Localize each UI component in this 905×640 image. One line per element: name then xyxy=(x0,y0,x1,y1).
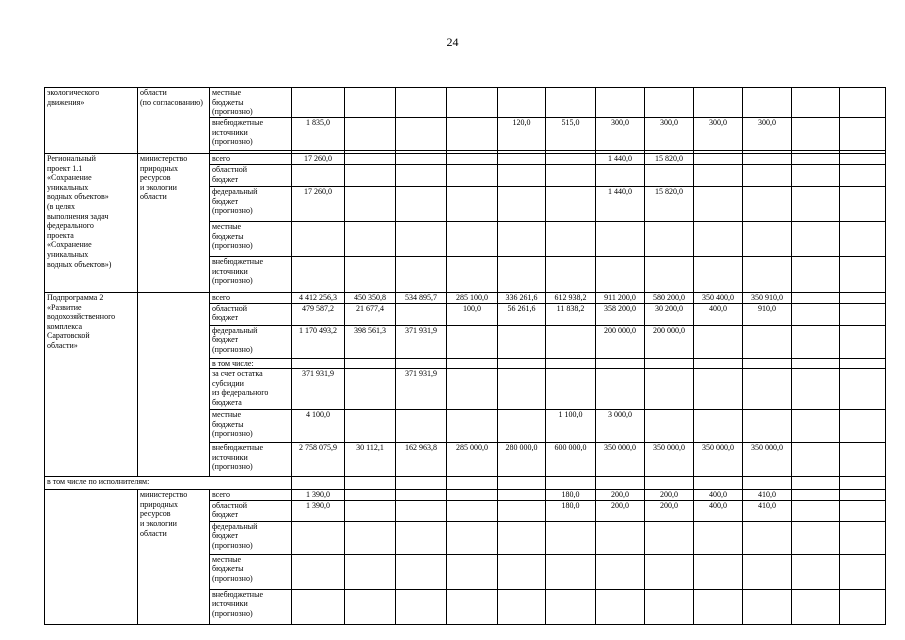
value-cell: 371 931,9 xyxy=(396,369,447,410)
value-cell xyxy=(345,500,396,521)
value-cell xyxy=(396,222,447,257)
value-cell xyxy=(743,187,792,222)
label-cell: областной бюджет xyxy=(210,165,292,187)
value-cell xyxy=(292,222,345,257)
value-cell xyxy=(596,554,645,589)
value-cell xyxy=(743,325,792,358)
label-cell: внебюджетные источники (прогнозно) xyxy=(210,118,292,151)
value-cell: 300,0 xyxy=(645,118,694,151)
value-cell xyxy=(840,303,886,325)
value-cell: 400,0 xyxy=(694,303,743,325)
label-cell: федеральный бюджет (прогнозно) xyxy=(210,325,292,358)
value-cell xyxy=(447,257,498,293)
page-number: 24 xyxy=(446,35,459,49)
value-cell xyxy=(498,369,546,410)
value-cell xyxy=(345,410,396,443)
value-cell xyxy=(447,222,498,257)
value-cell xyxy=(840,358,886,369)
value-cell xyxy=(645,369,694,410)
label-cell: местные бюджеты (прогнозно) xyxy=(210,554,292,589)
value-cell: 600 000,0 xyxy=(546,443,596,477)
value-cell: 200,0 xyxy=(645,500,694,521)
value-cell xyxy=(840,521,886,554)
value-cell: 350 910,0 xyxy=(743,293,792,304)
value-cell xyxy=(447,88,498,118)
table-body xyxy=(45,88,886,625)
value-cell xyxy=(345,554,396,589)
value-cell xyxy=(447,490,498,501)
value-cell xyxy=(596,369,645,410)
value-cell: 30 112,1 xyxy=(345,443,396,477)
label-cell: федеральный бюджет (прогнозно) xyxy=(210,187,292,222)
value-cell xyxy=(396,358,447,369)
value-cell xyxy=(345,165,396,187)
value-cell xyxy=(792,443,840,477)
label-cell: за счет остатка субсидии из федерального бюджета xyxy=(210,369,292,410)
value-cell xyxy=(596,521,645,554)
value-cell xyxy=(694,589,743,624)
value-cell xyxy=(396,88,447,118)
value-cell xyxy=(447,477,498,490)
value-cell xyxy=(546,187,596,222)
value-cell xyxy=(645,521,694,554)
value-cell xyxy=(792,490,840,501)
value-cell: 515,0 xyxy=(546,118,596,151)
value-cell xyxy=(840,222,886,257)
value-cell: 200,0 xyxy=(596,500,645,521)
budget-table xyxy=(44,87,886,625)
value-cell: 534 895,7 xyxy=(396,293,447,304)
label-cell: министерство природных ресурсов и экологии области xyxy=(138,154,210,293)
value-cell xyxy=(396,187,447,222)
value-cell xyxy=(396,490,447,501)
value-cell xyxy=(743,521,792,554)
value-cell xyxy=(498,325,546,358)
value-cell xyxy=(840,369,886,410)
value-cell xyxy=(596,257,645,293)
value-cell: 4 412 256,3 xyxy=(292,293,345,304)
value-cell xyxy=(345,88,396,118)
value-cell xyxy=(447,589,498,624)
value-cell xyxy=(447,187,498,222)
value-cell xyxy=(743,369,792,410)
value-cell xyxy=(694,222,743,257)
value-cell xyxy=(498,165,546,187)
label-cell: местные бюджеты (прогнозно) xyxy=(210,88,292,118)
label-cell xyxy=(45,490,138,625)
value-cell: 21 677,4 xyxy=(345,303,396,325)
value-cell xyxy=(396,257,447,293)
value-cell xyxy=(292,257,345,293)
value-cell xyxy=(546,477,596,490)
value-cell xyxy=(792,477,840,490)
value-cell xyxy=(840,325,886,358)
value-cell xyxy=(546,222,596,257)
value-cell xyxy=(792,303,840,325)
value-cell: 285 000,0 xyxy=(447,443,498,477)
value-cell: 180,0 xyxy=(546,490,596,501)
value-cell xyxy=(694,554,743,589)
value-cell: 30 200,0 xyxy=(645,303,694,325)
value-cell: 350 400,0 xyxy=(694,293,743,304)
value-cell xyxy=(498,521,546,554)
value-cell xyxy=(792,154,840,165)
label-cell: местные бюджеты (прогнозно) xyxy=(210,410,292,443)
value-cell: 450 350,8 xyxy=(345,293,396,304)
label-cell: внебюджетные источники (прогнозно) xyxy=(210,589,292,624)
value-cell: 580 200,0 xyxy=(645,293,694,304)
value-cell xyxy=(840,187,886,222)
value-cell xyxy=(840,118,886,151)
value-cell xyxy=(292,358,345,369)
value-cell xyxy=(840,257,886,293)
value-cell xyxy=(345,589,396,624)
value-cell: 56 261,6 xyxy=(498,303,546,325)
value-cell xyxy=(792,118,840,151)
value-cell xyxy=(345,118,396,151)
value-cell xyxy=(694,165,743,187)
value-cell xyxy=(792,165,840,187)
value-cell xyxy=(396,165,447,187)
label-cell: всего xyxy=(210,154,292,165)
label-cell: всего xyxy=(210,293,292,304)
value-cell xyxy=(645,477,694,490)
value-cell xyxy=(396,589,447,624)
value-cell xyxy=(498,154,546,165)
value-cell xyxy=(292,554,345,589)
value-cell xyxy=(546,325,596,358)
value-cell xyxy=(840,165,886,187)
value-cell xyxy=(447,521,498,554)
value-cell: 4 100,0 xyxy=(292,410,345,443)
label-cell: в том числе по исполнителям: xyxy=(45,477,292,490)
value-cell xyxy=(840,88,886,118)
value-cell xyxy=(743,222,792,257)
value-cell xyxy=(596,358,645,369)
value-cell xyxy=(743,554,792,589)
value-cell xyxy=(694,325,743,358)
label-cell: федеральный бюджет (прогнозно) xyxy=(210,521,292,554)
value-cell xyxy=(792,554,840,589)
value-cell xyxy=(447,500,498,521)
value-cell: 300,0 xyxy=(743,118,792,151)
label-cell xyxy=(138,293,210,477)
value-cell: 910,0 xyxy=(743,303,792,325)
value-cell: 410,0 xyxy=(743,490,792,501)
value-cell xyxy=(292,477,345,490)
value-cell: 300,0 xyxy=(596,118,645,151)
table-row xyxy=(45,477,886,490)
value-cell xyxy=(596,222,645,257)
value-cell xyxy=(345,490,396,501)
label-cell: Региональный проект 1.1 «Сохранение уникальных водных объектов» (в целях выполнения задач федерального проекта «Сохранение уникальных водных объектов») xyxy=(45,154,138,293)
value-cell xyxy=(645,88,694,118)
value-cell xyxy=(498,490,546,501)
value-cell xyxy=(292,165,345,187)
value-cell xyxy=(694,369,743,410)
value-cell: 1 170 493,2 xyxy=(292,325,345,358)
value-cell xyxy=(694,187,743,222)
value-cell xyxy=(840,589,886,624)
value-cell xyxy=(345,154,396,165)
value-cell xyxy=(498,477,546,490)
value-cell xyxy=(345,222,396,257)
value-cell xyxy=(345,521,396,554)
value-cell: 350 000,0 xyxy=(694,443,743,477)
value-cell: 285 100,0 xyxy=(447,293,498,304)
value-cell xyxy=(694,358,743,369)
value-cell: 371 931,9 xyxy=(396,325,447,358)
value-cell xyxy=(546,154,596,165)
table-row xyxy=(45,88,886,118)
value-cell: 1 440,0 xyxy=(596,187,645,222)
value-cell xyxy=(694,88,743,118)
label-cell: в том числе: xyxy=(210,358,292,369)
table-row xyxy=(45,154,886,165)
table-row xyxy=(45,490,886,501)
value-cell xyxy=(792,369,840,410)
value-cell: 200,0 xyxy=(645,490,694,501)
value-cell: 15 820,0 xyxy=(645,154,694,165)
value-cell: 336 261,6 xyxy=(498,293,546,304)
value-cell xyxy=(792,88,840,118)
value-cell xyxy=(840,443,886,477)
value-cell: 398 561,3 xyxy=(345,325,396,358)
value-cell: 120,0 xyxy=(498,118,546,151)
value-cell xyxy=(447,165,498,187)
value-cell xyxy=(447,358,498,369)
value-cell: 15 820,0 xyxy=(645,187,694,222)
value-cell xyxy=(596,589,645,624)
value-cell xyxy=(345,187,396,222)
value-cell: 2 758 075,9 xyxy=(292,443,345,477)
value-cell xyxy=(447,554,498,589)
value-cell xyxy=(396,477,447,490)
value-cell xyxy=(498,257,546,293)
value-cell xyxy=(792,410,840,443)
value-cell xyxy=(345,477,396,490)
value-cell xyxy=(447,410,498,443)
value-cell xyxy=(345,257,396,293)
value-cell xyxy=(498,222,546,257)
value-cell xyxy=(792,257,840,293)
value-cell xyxy=(345,358,396,369)
value-cell xyxy=(596,477,645,490)
value-cell xyxy=(396,410,447,443)
value-cell: 400,0 xyxy=(694,500,743,521)
value-cell xyxy=(792,589,840,624)
value-cell: 17 260,0 xyxy=(292,187,345,222)
value-cell xyxy=(596,165,645,187)
value-cell xyxy=(396,154,447,165)
value-cell xyxy=(840,500,886,521)
value-cell xyxy=(645,589,694,624)
value-cell xyxy=(743,154,792,165)
value-cell: 1 835,0 xyxy=(292,118,345,151)
value-cell xyxy=(546,589,596,624)
value-cell xyxy=(694,477,743,490)
label-cell: экологического движения» xyxy=(45,88,138,154)
value-cell: 350 000,0 xyxy=(645,443,694,477)
value-cell xyxy=(694,257,743,293)
value-cell xyxy=(792,521,840,554)
value-cell: 1 390,0 xyxy=(292,500,345,521)
value-cell xyxy=(645,554,694,589)
label-cell: внебюджетные источники (прогнозно) xyxy=(210,257,292,293)
value-cell xyxy=(498,589,546,624)
value-cell xyxy=(396,303,447,325)
value-cell: 1 100,0 xyxy=(546,410,596,443)
value-cell xyxy=(498,410,546,443)
label-cell: областной бюджет xyxy=(210,303,292,325)
value-cell: 1 440,0 xyxy=(596,154,645,165)
value-cell xyxy=(743,589,792,624)
value-cell xyxy=(792,358,840,369)
value-cell xyxy=(292,589,345,624)
value-cell xyxy=(694,521,743,554)
label-cell: областной бюджет xyxy=(210,500,292,521)
value-cell: 612 938,2 xyxy=(546,293,596,304)
value-cell: 300,0 xyxy=(694,118,743,151)
value-cell xyxy=(840,154,886,165)
value-cell xyxy=(792,500,840,521)
value-cell: 479 587,2 xyxy=(292,303,345,325)
value-cell: 371 931,9 xyxy=(292,369,345,410)
value-cell xyxy=(840,410,886,443)
value-cell xyxy=(840,554,886,589)
value-cell xyxy=(292,88,345,118)
value-cell xyxy=(546,88,596,118)
value-cell xyxy=(645,257,694,293)
value-cell xyxy=(546,521,596,554)
value-cell xyxy=(447,118,498,151)
value-cell xyxy=(498,500,546,521)
label-cell: области (по согласованию) xyxy=(138,88,210,154)
value-cell: 200 000,0 xyxy=(645,325,694,358)
value-cell xyxy=(645,410,694,443)
value-cell xyxy=(792,293,840,304)
value-cell: 911 200,0 xyxy=(596,293,645,304)
value-cell: 162 963,8 xyxy=(396,443,447,477)
value-cell xyxy=(743,477,792,490)
value-cell xyxy=(645,222,694,257)
value-cell xyxy=(447,154,498,165)
value-cell xyxy=(498,554,546,589)
label-cell: всего xyxy=(210,490,292,501)
value-cell xyxy=(694,410,743,443)
table-row xyxy=(45,293,886,304)
value-cell xyxy=(345,369,396,410)
value-cell xyxy=(546,257,596,293)
value-cell xyxy=(840,477,886,490)
value-cell: 17 260,0 xyxy=(292,154,345,165)
value-cell xyxy=(546,369,596,410)
label-cell: местные бюджеты (прогнозно) xyxy=(210,222,292,257)
value-cell xyxy=(792,187,840,222)
value-cell xyxy=(546,554,596,589)
value-cell xyxy=(396,521,447,554)
value-cell xyxy=(792,222,840,257)
value-cell: 200,0 xyxy=(596,490,645,501)
value-cell xyxy=(743,257,792,293)
value-cell xyxy=(645,165,694,187)
value-cell: 11 838,2 xyxy=(546,303,596,325)
value-cell xyxy=(743,88,792,118)
value-cell: 410,0 xyxy=(743,500,792,521)
label-cell: Подпрограмма 2 «Развитие водохозяйственного комплекса Саратовской области» xyxy=(45,293,138,477)
value-cell xyxy=(546,165,596,187)
value-cell xyxy=(292,521,345,554)
value-cell xyxy=(498,358,546,369)
value-cell: 350 000,0 xyxy=(596,443,645,477)
value-cell xyxy=(546,358,596,369)
value-cell xyxy=(743,165,792,187)
value-cell xyxy=(396,118,447,151)
value-cell: 180,0 xyxy=(546,500,596,521)
value-cell xyxy=(743,410,792,443)
value-cell xyxy=(596,88,645,118)
value-cell xyxy=(396,500,447,521)
value-cell xyxy=(792,325,840,358)
value-cell xyxy=(447,325,498,358)
value-cell: 3 000,0 xyxy=(596,410,645,443)
value-cell: 350 000,0 xyxy=(743,443,792,477)
value-cell xyxy=(694,154,743,165)
value-cell xyxy=(447,369,498,410)
value-cell xyxy=(840,293,886,304)
value-cell xyxy=(396,554,447,589)
value-cell xyxy=(498,88,546,118)
value-cell: 280 000,0 xyxy=(498,443,546,477)
value-cell: 200 000,0 xyxy=(596,325,645,358)
value-cell: 400,0 xyxy=(694,490,743,501)
value-cell: 1 390,0 xyxy=(292,490,345,501)
value-cell: 100,0 xyxy=(447,303,498,325)
value-cell xyxy=(743,358,792,369)
label-cell: внебюджетные источники (прогнозно) xyxy=(210,443,292,477)
label-cell: министерство природных ресурсов и экологии области xyxy=(138,490,210,625)
value-cell xyxy=(498,187,546,222)
value-cell: 358 200,0 xyxy=(596,303,645,325)
value-cell xyxy=(645,358,694,369)
value-cell xyxy=(840,490,886,501)
